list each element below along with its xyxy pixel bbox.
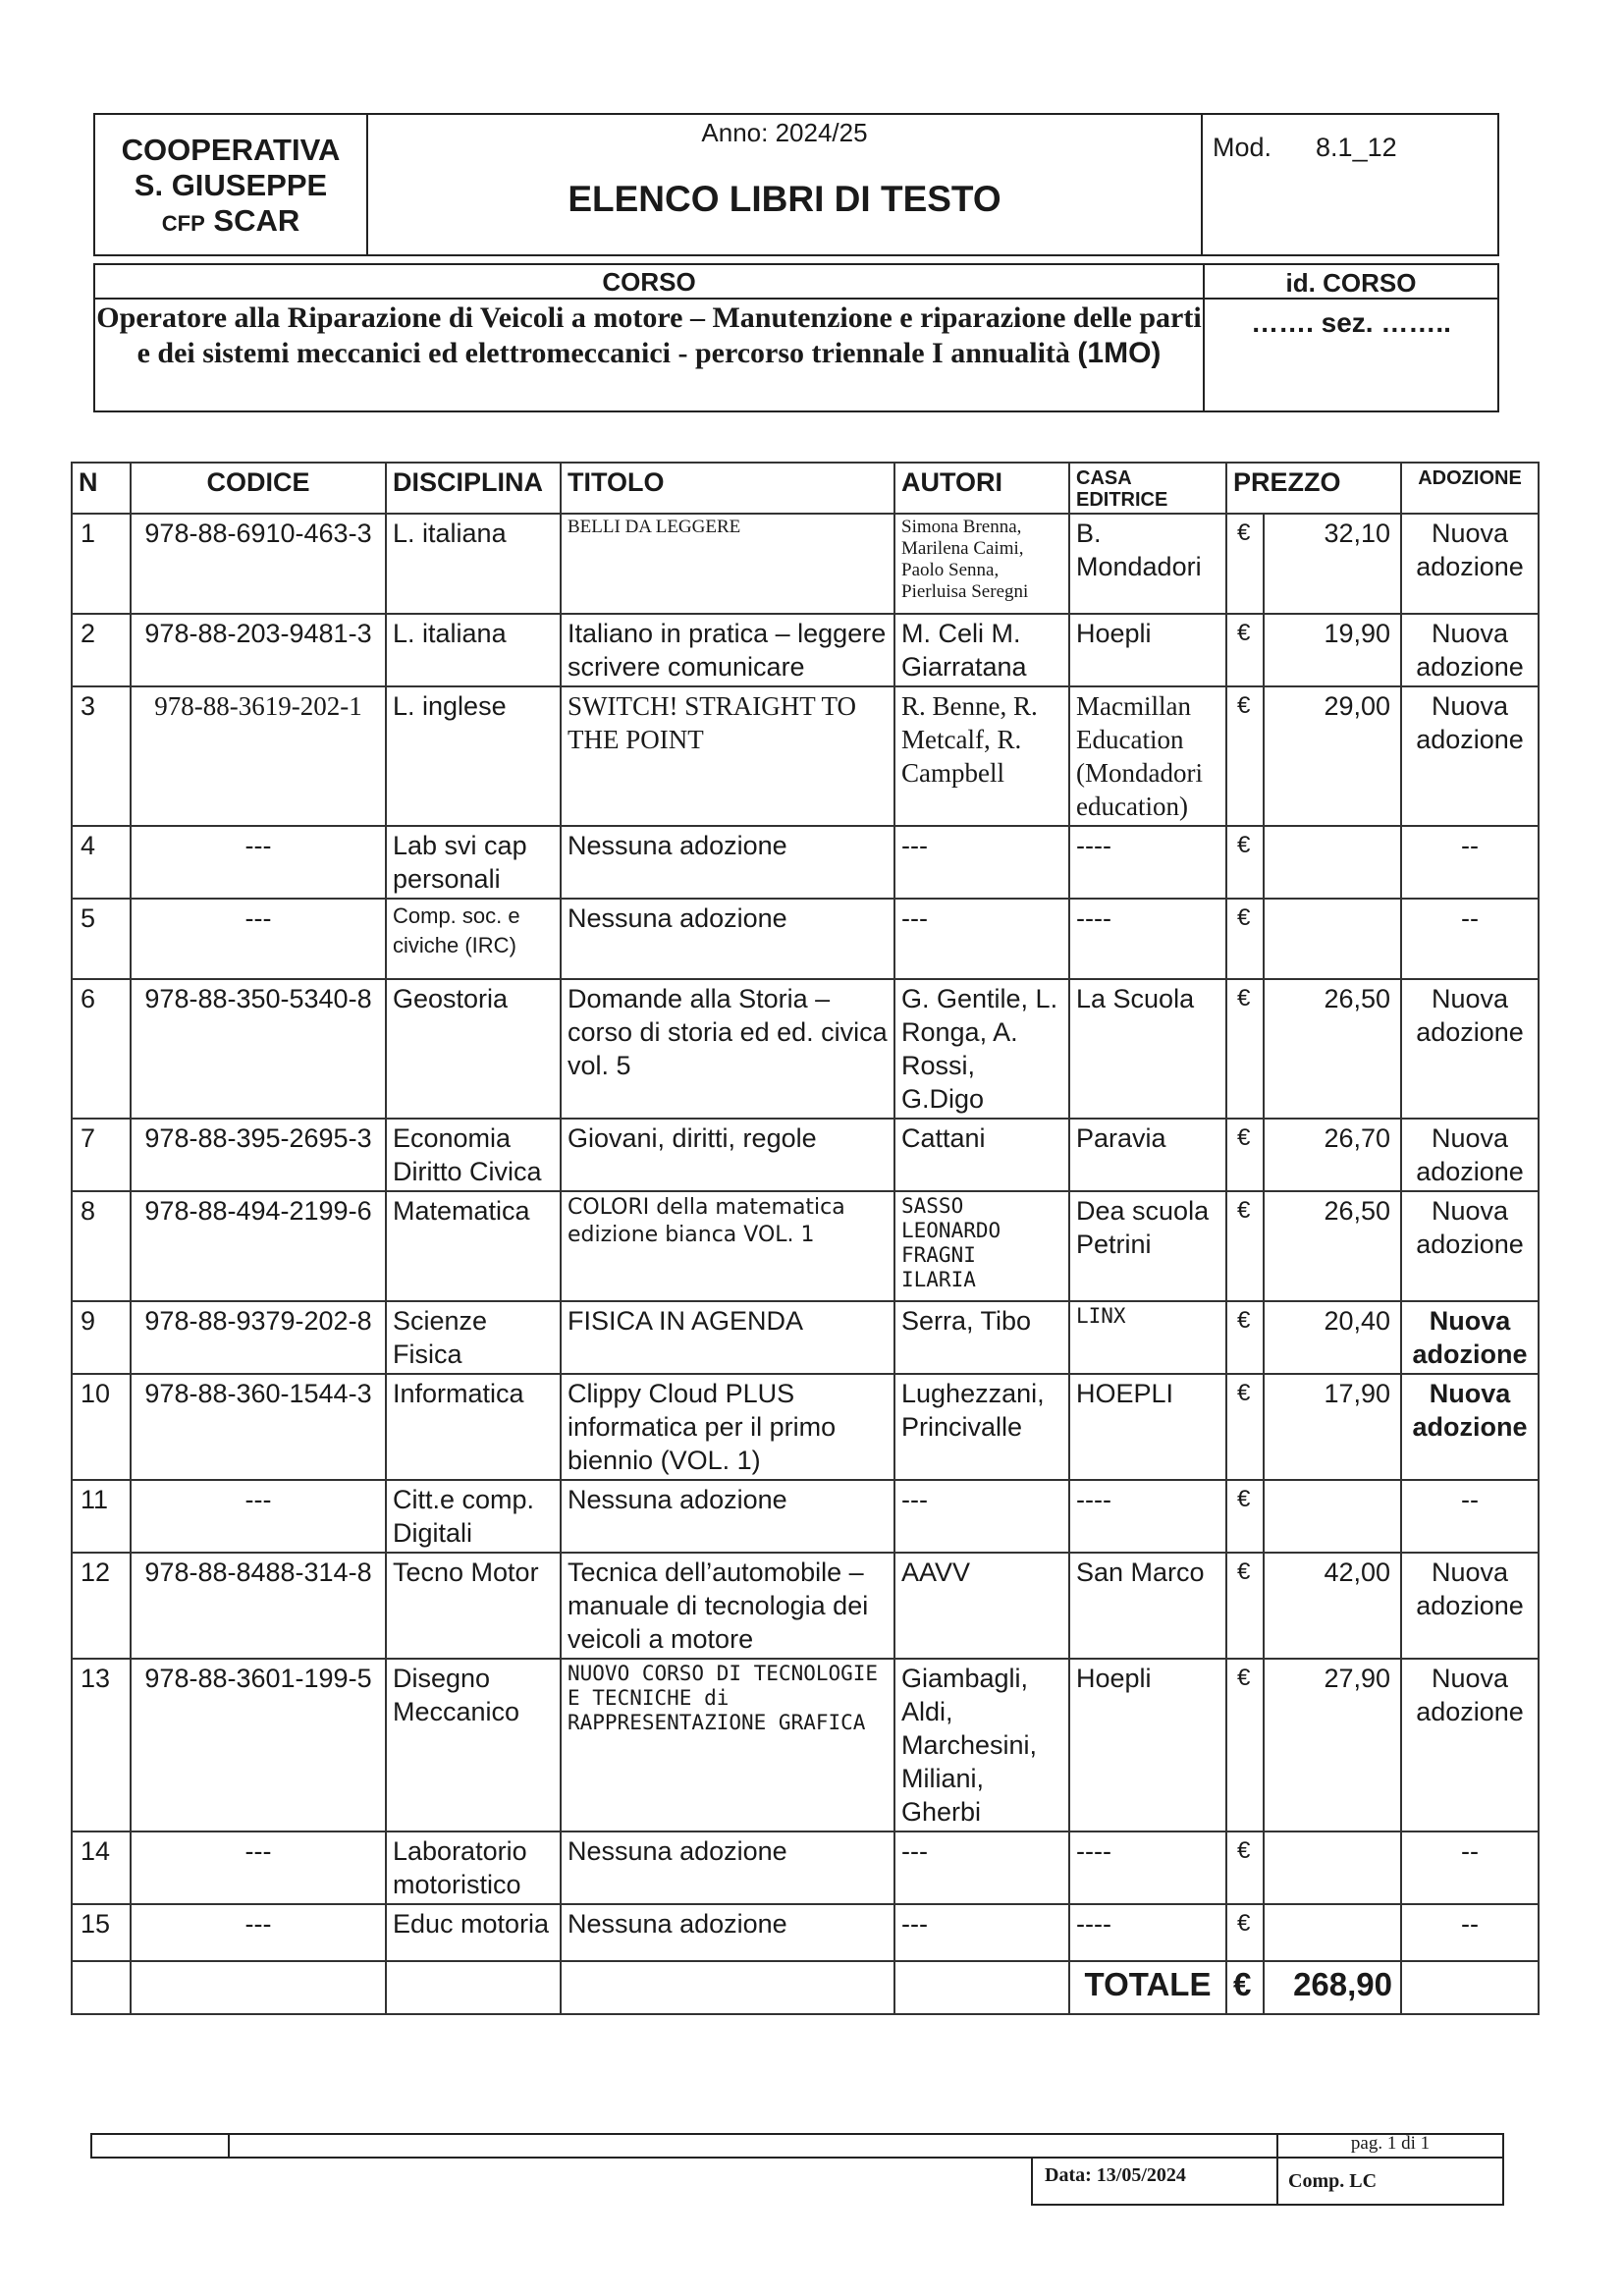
- price: 32,10: [1264, 514, 1401, 614]
- publisher: B. Mondadori: [1069, 514, 1226, 614]
- isbn-code: 978-88-3619-202-1: [131, 686, 386, 826]
- total-label: TOTALE: [1069, 1961, 1226, 2014]
- row-number: 8: [72, 1191, 131, 1301]
- adoption-status: --: [1401, 826, 1539, 899]
- price: [1264, 899, 1401, 979]
- authors: Giambagli, Aldi, Marchesini, Miliani, Gherbi: [894, 1659, 1069, 1831]
- publisher: ----: [1069, 1831, 1226, 1904]
- currency-symbol: €: [1226, 826, 1264, 899]
- publisher: ----: [1069, 1904, 1226, 1961]
- price: 27,90: [1264, 1659, 1401, 1831]
- col-header-adoption: ADOZIONE: [1401, 463, 1539, 514]
- module-code: [1203, 115, 1497, 254]
- table-row: [72, 1659, 1539, 1831]
- currency-symbol: €: [1226, 1191, 1264, 1301]
- price: [1264, 1904, 1401, 1961]
- currency-symbol: €: [1226, 1904, 1264, 1961]
- row-number: 5: [72, 899, 131, 979]
- school-year: Anno: 2024/25: [701, 118, 868, 147]
- adoption-status: Nuova adozione: [1401, 979, 1539, 1119]
- isbn-code: ---: [131, 899, 386, 979]
- module-value: 8.1_12: [1316, 133, 1397, 162]
- subject: Comp. soc. e civiche (IRC): [386, 899, 561, 979]
- book-title: NUOVO CORSO DI TECNOLOGIE E TECNICHE di RAPPRESENTAZIONE GRAFICA: [561, 1659, 894, 1831]
- course-label: CORSO: [95, 265, 1205, 300]
- document-header: [93, 113, 1499, 256]
- authors: R. Benne, R. Metcalf, R. Campbell: [894, 686, 1069, 826]
- subject: Educ motoria: [386, 1904, 561, 1961]
- table-row: [72, 1553, 1539, 1659]
- row-number: 6: [72, 979, 131, 1119]
- authors: ---: [894, 826, 1069, 899]
- adoption-status: Nuova adozione: [1401, 1119, 1539, 1191]
- adoption-status: Nuova adozione: [1401, 1659, 1539, 1831]
- subject: Geostoria: [386, 979, 561, 1119]
- course-id-label: id. CORSO: [1205, 265, 1497, 300]
- row-number: 10: [72, 1374, 131, 1480]
- subject: Economia Diritto Civica: [386, 1119, 561, 1191]
- authors: ---: [894, 899, 1069, 979]
- total-value: 268,90: [1264, 1961, 1401, 2014]
- book-title: Italiano in pratica – leggere scrivere comunicare: [561, 614, 894, 686]
- table-row: [72, 1904, 1539, 1961]
- adoption-status: Nuova adozione: [1401, 686, 1539, 826]
- authors: ---: [894, 1831, 1069, 1904]
- book-title: Tecnica dell’automobile – manuale di tecnologia dei veicoli a motore: [561, 1553, 894, 1659]
- row-number: 11: [72, 1480, 131, 1553]
- row-number: 3: [72, 686, 131, 826]
- currency-symbol: €: [1226, 1831, 1264, 1904]
- isbn-code: 978-88-9379-202-8: [131, 1301, 386, 1374]
- org-prefix: CFP: [161, 211, 205, 236]
- subject: Laboratorio motoristico: [386, 1831, 561, 1904]
- table-row: [72, 979, 1539, 1119]
- col-header-title: TITOLO: [561, 463, 894, 514]
- price: 26,50: [1264, 979, 1401, 1119]
- subject: Citt.e comp. Digitali: [386, 1480, 561, 1553]
- table-row: [72, 1191, 1539, 1301]
- table-row: [72, 826, 1539, 899]
- table-row: [72, 1119, 1539, 1191]
- col-header-subject: DISCIPLINA: [386, 463, 561, 514]
- authors: Serra, Tibo: [894, 1301, 1069, 1374]
- course-class-code: (1MO): [1077, 337, 1162, 369]
- adoption-status: --: [1401, 1480, 1539, 1553]
- adoption-status: --: [1401, 1831, 1539, 1904]
- price: 20,40: [1264, 1301, 1401, 1374]
- module-label: Mod.: [1213, 133, 1272, 162]
- isbn-code: ---: [131, 1904, 386, 1961]
- subject: Informatica: [386, 1374, 561, 1480]
- price: 26,70: [1264, 1119, 1401, 1191]
- isbn-code: 978-88-6910-463-3: [131, 514, 386, 614]
- price: 19,90: [1264, 614, 1401, 686]
- adoption-status: Nuova adozione: [1401, 1553, 1539, 1659]
- price: 29,00: [1264, 686, 1401, 826]
- subject: Matematica: [386, 1191, 561, 1301]
- col-header-price: PREZZO: [1226, 463, 1401, 514]
- isbn-code: 978-88-8488-314-8: [131, 1553, 386, 1659]
- price: [1264, 1480, 1401, 1553]
- table-row: [72, 686, 1539, 826]
- adoption-status: --: [1401, 899, 1539, 979]
- total-row: [72, 1961, 1539, 2014]
- footer-divider: [228, 2133, 230, 2159]
- col-header-n: N: [72, 463, 131, 514]
- book-title: COLORI della matematica edizione bianca VOL. 1: [561, 1191, 894, 1301]
- publisher: HOEPLI: [1069, 1374, 1226, 1480]
- authors: G. Gentile, L. Ronga, A. Rossi, G.Digo: [894, 979, 1069, 1119]
- book-title: Giovani, diritti, regole: [561, 1119, 894, 1191]
- org-name: SCAR: [213, 203, 300, 238]
- row-number: 2: [72, 614, 131, 686]
- row-number: 15: [72, 1904, 131, 1961]
- book-title: Domande alla Storia – corso di storia ed ed. civica vol. 5: [561, 979, 894, 1119]
- course-section: ……. sez. ……..: [1251, 307, 1451, 338]
- header-title-block: [368, 115, 1203, 254]
- publisher: La Scuola: [1069, 979, 1226, 1119]
- price: 17,90: [1264, 1374, 1401, 1480]
- adoption-status: Nuova adozione: [1401, 514, 1539, 614]
- currency-symbol: €: [1226, 1659, 1264, 1831]
- row-number: 14: [72, 1831, 131, 1904]
- publisher: ----: [1069, 1480, 1226, 1553]
- price: 26,50: [1264, 1191, 1401, 1301]
- publisher: Dea scuola Petrini: [1069, 1191, 1226, 1301]
- table-row: [72, 1480, 1539, 1553]
- adoption-status: Nuova adozione: [1401, 1191, 1539, 1301]
- isbn-code: 978-88-3601-199-5: [131, 1659, 386, 1831]
- book-title: Nessuna adozione: [561, 1831, 894, 1904]
- row-number: 4: [72, 826, 131, 899]
- authors: Cattani: [894, 1119, 1069, 1191]
- book-title: FISICA IN AGENDA: [561, 1301, 894, 1374]
- isbn-code: ---: [131, 1831, 386, 1904]
- table-header-row: [72, 463, 1539, 514]
- isbn-code: 978-88-203-9481-3: [131, 614, 386, 686]
- currency-symbol: €: [1226, 1553, 1264, 1659]
- currency-symbol: €: [1226, 686, 1264, 826]
- org-line3: [95, 203, 366, 242]
- currency-symbol: €: [1226, 979, 1264, 1119]
- currency-symbol: €: [1226, 514, 1264, 614]
- authors: AAVV: [894, 1553, 1069, 1659]
- currency-symbol: €: [1226, 1480, 1264, 1553]
- col-header-publisher: CASA EDITRICE: [1069, 463, 1226, 514]
- col-header-code: CODICE: [131, 463, 386, 514]
- isbn-code: 978-88-494-2199-6: [131, 1191, 386, 1301]
- adoption-status: Nuova adozione: [1401, 1374, 1539, 1480]
- authors: Lughezzani, Princivalle: [894, 1374, 1069, 1480]
- price: [1264, 826, 1401, 899]
- adoption-status: --: [1401, 1904, 1539, 1961]
- total-currency: €: [1226, 1961, 1264, 2014]
- book-title: Clippy Cloud PLUS informatica per il primo biennio (VOL. 1): [561, 1374, 894, 1480]
- subject: Disegno Meccanico: [386, 1659, 561, 1831]
- org-line2: S. GIUSEPPE: [134, 168, 328, 202]
- authors: SASSO LEONARDO FRAGNI ILARIA: [894, 1191, 1069, 1301]
- subject: Tecno Motor: [386, 1553, 561, 1659]
- adoption-status: Nuova adozione: [1401, 614, 1539, 686]
- book-title: Nessuna adozione: [561, 899, 894, 979]
- currency-symbol: €: [1226, 1119, 1264, 1191]
- publisher: Paravia: [1069, 1119, 1226, 1191]
- row-number: 12: [72, 1553, 131, 1659]
- course-name: [95, 300, 1205, 410]
- subject: L. italiana: [386, 514, 561, 614]
- table-row: [72, 1374, 1539, 1480]
- row-number: 9: [72, 1301, 131, 1374]
- subject: L. inglese: [386, 686, 561, 826]
- document-title: ELENCO LIBRI DI TESTO: [568, 179, 1001, 219]
- table-row: [72, 1831, 1539, 1904]
- table-row: [72, 614, 1539, 686]
- isbn-code: ---: [131, 1480, 386, 1553]
- book-title: BELLI DA LEGGERE: [561, 514, 894, 614]
- currency-symbol: €: [1226, 1374, 1264, 1480]
- publisher: San Marco: [1069, 1553, 1226, 1659]
- publisher: Hoepli: [1069, 1659, 1226, 1831]
- book-title: Nessuna adozione: [561, 1480, 894, 1553]
- row-number: 7: [72, 1119, 131, 1191]
- price: [1264, 1831, 1401, 1904]
- adoption-status: Nuova adozione: [1401, 1301, 1539, 1374]
- compiler: Comp. LC: [1288, 2170, 1378, 2192]
- textbook-table: [71, 462, 1540, 2015]
- currency-symbol: €: [1226, 1301, 1264, 1374]
- authors: Simona Brenna, Marilena Caimi, Paolo Senna, Pierluisa Seregni: [894, 514, 1069, 614]
- isbn-code: 978-88-395-2695-3: [131, 1119, 386, 1191]
- publisher: ----: [1069, 826, 1226, 899]
- subject: Lab svi cap personali: [386, 826, 561, 899]
- currency-symbol: €: [1226, 899, 1264, 979]
- row-number: 13: [72, 1659, 131, 1831]
- table-row: [72, 899, 1539, 979]
- course-block: [93, 263, 1499, 412]
- organization-block: [95, 115, 368, 254]
- subject: L. italiana: [386, 614, 561, 686]
- authors: ---: [894, 1480, 1069, 1553]
- table-row: [72, 1301, 1539, 1374]
- publisher: LINX: [1069, 1301, 1226, 1374]
- publisher: Hoepli: [1069, 614, 1226, 686]
- publisher: ----: [1069, 899, 1226, 979]
- table-row: [72, 514, 1539, 614]
- row-number: 1: [72, 514, 131, 614]
- publisher: Macmillan Education (Mondadori education): [1069, 686, 1226, 826]
- isbn-code: 978-88-360-1544-3: [131, 1374, 386, 1480]
- subject: Scienze Fisica: [386, 1301, 561, 1374]
- authors: M. Celi M. Giarratana: [894, 614, 1069, 686]
- book-title: Nessuna adozione: [561, 826, 894, 899]
- org-line1: COOPERATIVA: [121, 133, 341, 167]
- course-title: Operatore alla Riparazione di Veicoli a motore – Manutenzione e riparazione delle parti e dei sistemi meccanici ed elettromeccanici - percorso triennale I annualità: [96, 301, 1202, 369]
- document-date: Data: 13/05/2024: [1031, 2159, 1278, 2206]
- isbn-code: 978-88-350-5340-8: [131, 979, 386, 1119]
- price: 42,00: [1264, 1553, 1401, 1659]
- book-title: SWITCH! STRAIGHT TO THE POINT: [561, 686, 894, 826]
- page-number: pag. 1 di 1: [1350, 2133, 1431, 2154]
- authors: ---: [894, 1904, 1069, 1961]
- currency-symbol: €: [1226, 614, 1264, 686]
- col-header-authors: AUTORI: [894, 463, 1069, 514]
- book-title: Nessuna adozione: [561, 1904, 894, 1961]
- isbn-code: ---: [131, 826, 386, 899]
